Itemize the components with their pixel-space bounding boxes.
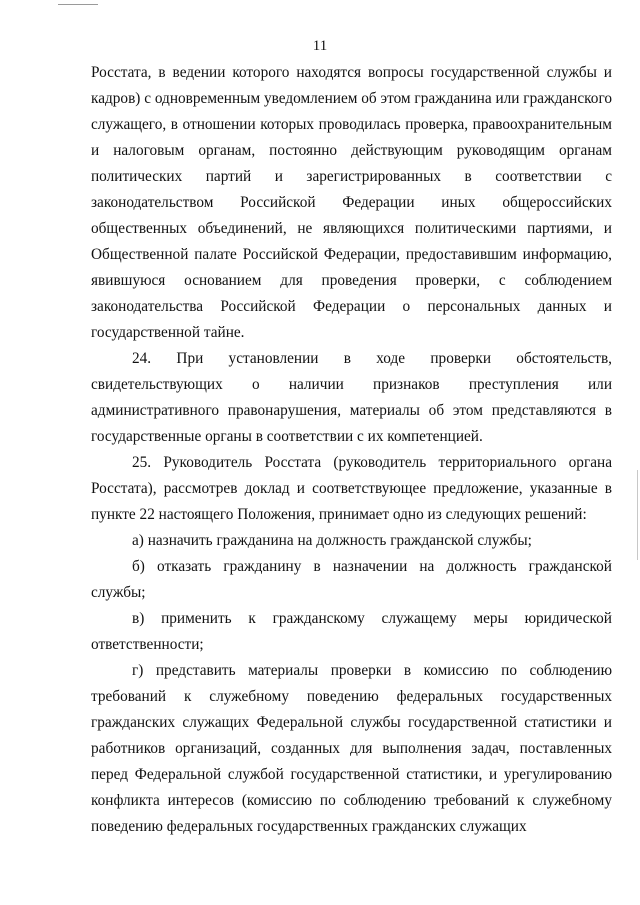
page-number: 11 <box>312 38 328 54</box>
scan-edge-shadow <box>637 470 638 560</box>
paragraph-item-25-d: г) представить материалы проверки в комиссию по соблюдению требований к служебному поведению федеральных государственных гражданских служащих Федеральной службы государственной статистики и работников организаций, созданных для выполнения задач, поставленных перед Федеральной службой государственной статистики, и урегулированию конфликта интересов (комиссию по соблюдению требований к служебному поведению федеральных государственных гражданских служащих <box>91 662 612 835</box>
document-body <box>91 60 612 840</box>
paragraph-item-25: 25. Руководитель Росстата (руководитель территориального органа Росстата), рассмотрев доклад и соответствующее предложение, указанные в пункте 22 настоящего Положения, принимает одно из следующих решений: <box>91 454 612 523</box>
scan-edge-mark <box>58 4 98 5</box>
paragraph-item-24: 24. При установлении в ходе проверки обстоятельств, свидетельствующих о наличии признаков преступления или административного правонарушения, материалы об этом представляются в государственные органы в соответствии с их компетенцией. <box>91 350 612 445</box>
paragraph-continuation: Росстата, в ведении которого находятся вопросы государственной службы и кадров) с одновременным уведомлением об этом гражданина или гражданского служащего, в отношении которых проводилась проверка, правоохранительным и налоговым органам, постоянно действующим руководящим органам политических партий и зарегистрированных в соответствии с законодательством Российской Федерации иных общероссийских общественных объединений, не являющихся политическими партиями, и Общественной палате Российской Федерации, предоставившим информацию, явившуюся основанием для проведения проверки, с соблюдением законодательства Российской Федерации о персональных данных и государственной тайне. <box>91 64 612 341</box>
paragraph-item-25-b: б) отказать гражданину в назначении на должность гражданской службы; <box>91 558 612 601</box>
paragraph-item-25-c: в) применить к гражданскому служащему меры юридической ответственности; <box>91 610 612 653</box>
paragraph-item-25-a: а) назначить гражданина на должность гражданской службы; <box>132 532 532 549</box>
